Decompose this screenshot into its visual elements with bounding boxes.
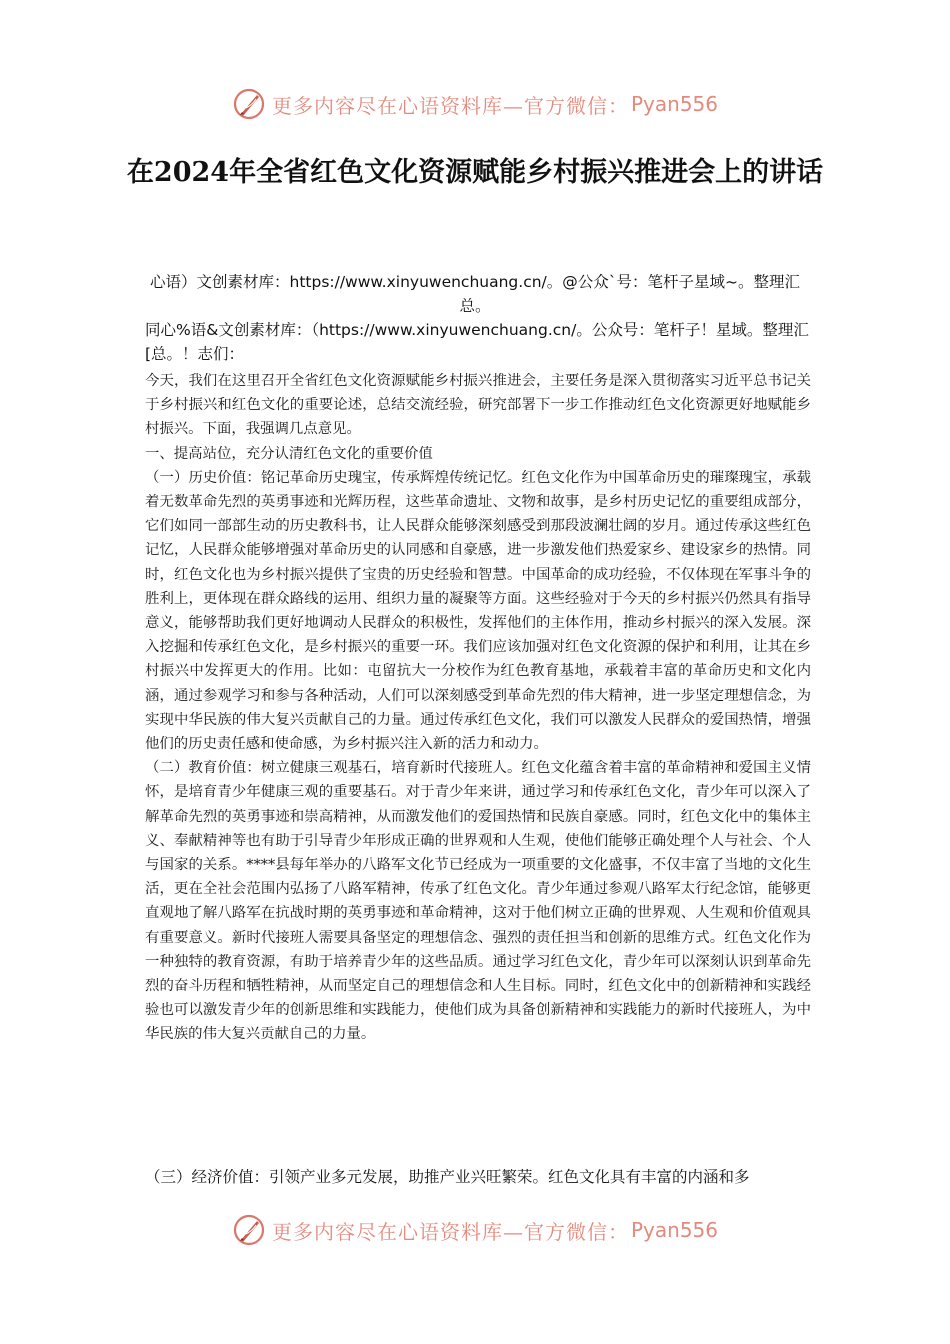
- section-heading-1: 一、提高站位，充分认清红色文化的重要价值: [145, 445, 433, 462]
- banner-text: 更多内容尽在心语资料库—官方微信：: [271, 93, 629, 118]
- paragraph-history-value: （一）历史价值：铭记革命历史瑰宝，传承辉煌传统记忆。红色文化作为中国革命历史的璀璨瑰宝，承载着无数革命先烈的英勇事迹和光辉历程，这些革命遗址、文物和故事，是乡村历史记忆的重要组成部分，它们如同一部部生动的历史教科书，让人民群众能够深刻感受到那段波澜壮阔的岁月。通过传承这些红色记忆，人民群众能够增强对革命历史的认同感和自豪感，进一步激发他们热爱家乡、建设家乡的热情。同时，红色文化也为乡村振兴提供了宝贵的历史经验和智慧。中国革命的成功经验，不仅体现在军事斗争的胜利上，更体现在群众路线的运用、组织力量的凝聚等方面。这些经验对于今天的乡村振兴仍然具有指导意义，能够帮助我们更好地调动人民群众的积极性，发挥他们的主体作用，推动乡村振兴的深入发展。深入挖掘和传承红色文化，是乡村振兴的重要一环。我们应该加强对红色文化资源的保护和利用，让其在乡村振兴中发挥更大的作用。比如：屯留抗大一分校作为红色教育基地，承载着丰富的革命历史和文化内涵，通过参观学习和参与各种活动，人们可以深刻感受到革命先烈的伟大精神，进一步坚定理想信念，为实现中华民族的伟大复兴贡献自己的力量。通过传承红色文化，我们可以激发人民群众的爱国热情，增强他们的历史责任感和使命感，为乡村振兴注入新的活力和动力。: [145, 469, 811, 753]
- source-line-2: 同心%语&文创素材库：（https://www.xinyuwenchuang.cn/。公众号：笔杆子！星域。整理汇[总。！志们：: [145, 321, 809, 363]
- source-line-1: 心语）文创素材库：https://www.xinyuwenchuang.cn/。@公众`号：笔杆子星域~。整理汇总。: [150, 273, 800, 315]
- quill-pen-logo-icon: [232, 1213, 266, 1247]
- banner-wechat-id: Pyan556: [630, 92, 718, 116]
- paragraph-education-value: （二）教育价值：树立健康三观基石，培育新时代接班人。红色文化蕴含着丰富的革命精神和爱国主义情怀，是培育青少年健康三观的重要基石。对于青少年来讲，通过学习和传承红色文化，青少年可以深入了解革命先烈的英勇事迹和崇高精神，从而激发他们的爱国热情和民族自豪感。同时，红色文化中的集体主义、奉献精神等也有助于引导青少年形成正确的世界观和人生观，使他们能够正确处理个人与社会、个人与国家的关系。****县每年举办的八路军文化节已经成为一项重要的文化盛事，不仅丰富了当地的文化生活，更在全社会范围内弘扬了八路军精神，传承了红色文化。青少年通过参观八路军太行纪念馆，能够更直观地了解八路军在抗战时期的英勇事迹和革命精神，这对于他们树立正确的世界观、人生观和价值观具有重要意义。新时代接班人需要具备坚定的理想信念、强烈的责任担当和创新的思维方式。红色文化作为一种独特的教育资源，有助于培养青少年的这些品质。通过学习红色文化，青少年可以深刻认识到革命先烈的奋斗历程和牺牲精神，从而坚定自己的理想信念和人生目标。同时，红色文化中的创新精神和实践经验也可以激发青少年的创新思维和实践能力，使他们成为具备创新精神和实践能力的新时代接班人，为中华民族的伟大复兴贡献自己的力量。: [145, 760, 811, 1043]
- document-body: [145, 369, 811, 1047]
- paragraph-economic-value: （三）经济价值：引领产业多元发展，助推产业兴旺繁荣。红色文化具有丰富的内涵和多: [145, 1168, 750, 1186]
- banner-text: 更多内容尽在心语资料库—官方微信：: [271, 1219, 629, 1244]
- quill-pen-logo-icon: [232, 87, 266, 121]
- header-banner: [0, 82, 950, 126]
- banner-wechat-id: Pyan556: [630, 1218, 718, 1242]
- footer-banner: [0, 1208, 950, 1252]
- paragraph-intro: 今天，我们在这里召开全省红色文化资源赋能乡村振兴推进会，主要任务是深入贯彻落实习近平总书记关于乡村振兴和红色文化的重要论述，总结交流经验，研究部署下一步工作推动红色文化资源更好地赋能乡村振兴。下面，我强调几点意见。: [145, 373, 811, 438]
- page-title: 在2024年全省红色文化资源赋能乡村振兴推进会上的讲话: [126, 157, 824, 188]
